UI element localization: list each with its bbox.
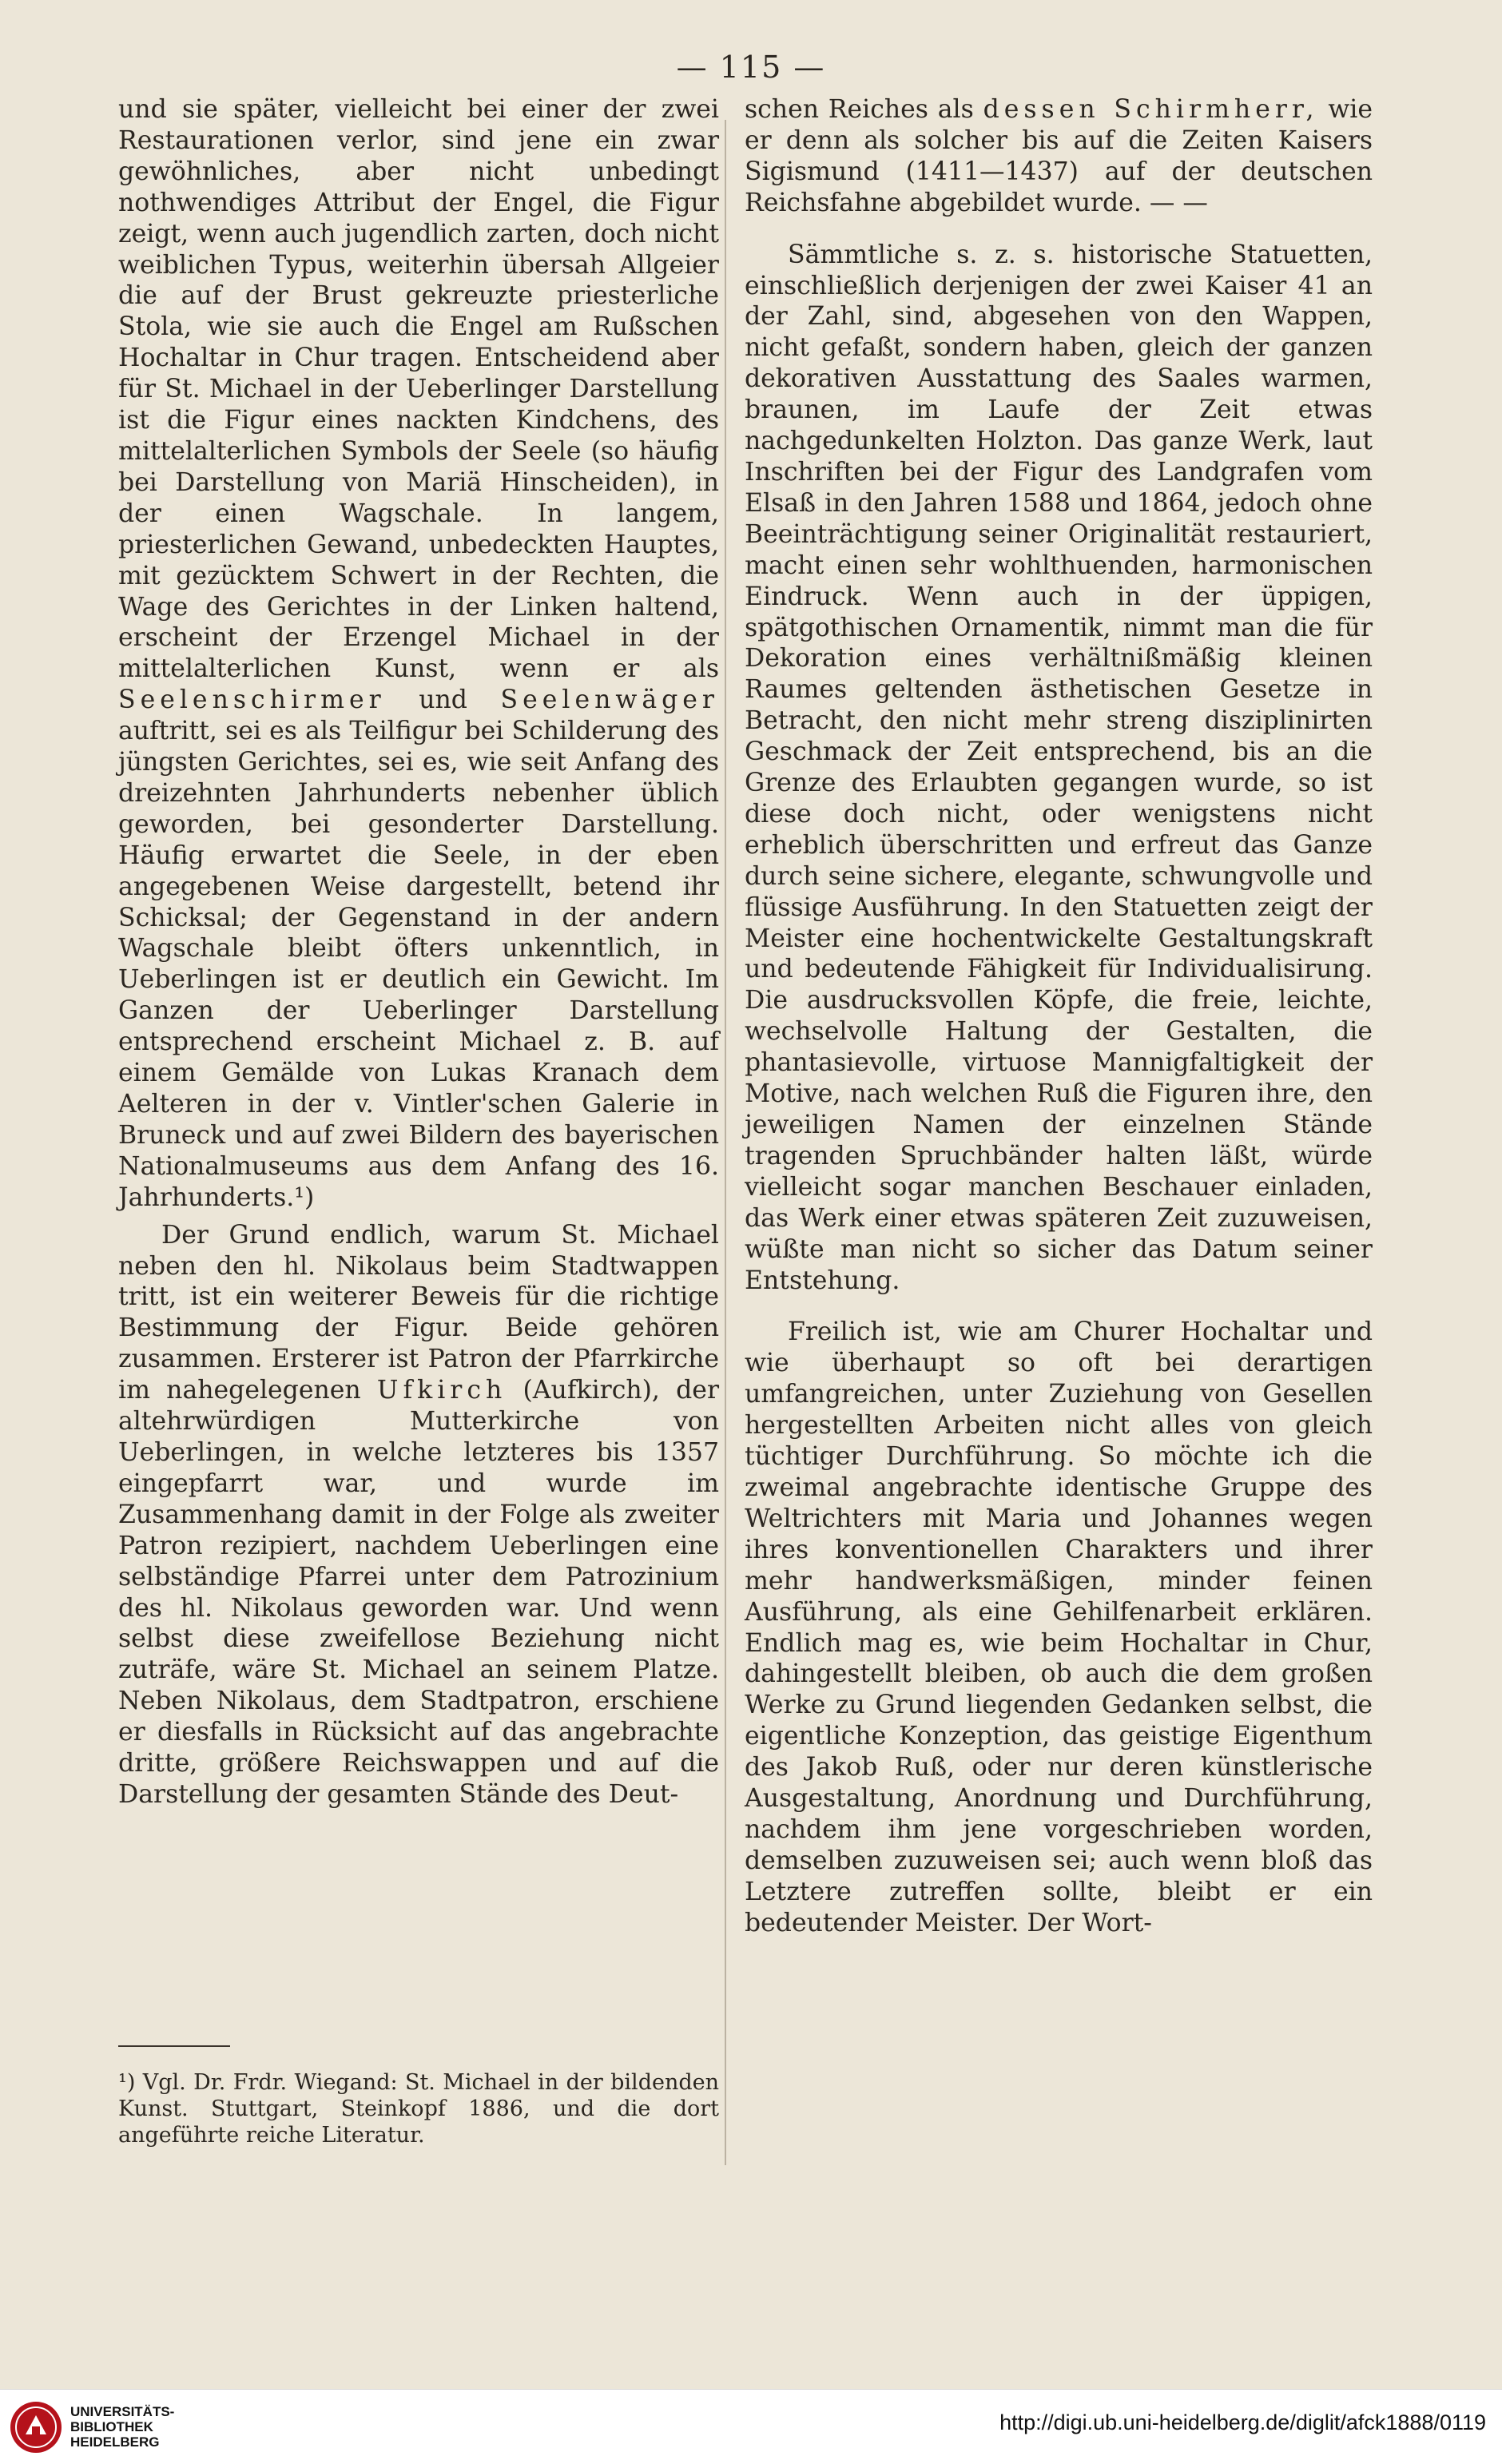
right-p1-text-b: wie er denn als solcher bis auf die Zeiten Kaisers Sigismund (1411—1437) auf der deutschen Reichsfahne abgebildet wurde. — —: [745, 95, 1373, 217]
left-p2-text-a: Der Grund endlich, warum St. Michael neben den hl. Nikolaus beim Stadtwappen tritt, ist ein weiterer Beweis für die richtige Bestimmung der Figur. Beide gehören zusammen. Ersterer ist Patron der Pfarrkirche im nahegelegenen: [118, 1220, 719, 1405]
spaced-term-seelenschirmer: Seelenschirmer: [118, 686, 386, 715]
column-divider: [725, 120, 726, 2165]
library-name-line-3: HEIDELBERG: [70, 2434, 160, 2450]
left-column: [118, 94, 719, 1810]
spaced-term-schirmherr: dessen Schirmherr,: [983, 95, 1319, 124]
spaced-term-ufkirch: Ufkirch: [376, 1376, 507, 1405]
left-p1-and: und: [419, 686, 467, 715]
left-paragraph-2: [118, 1220, 719, 1810]
footnote: ¹) Vgl. Dr. Frdr. Wiegand: St. Michael in der bildenden Kunst. Stuttgart, Steinkopf 1886, und die dort angeführte reiche Literatur.: [118, 2070, 719, 2148]
left-p2-text-b: (Aufkirch), der altehrwürdigen Mutterkirche von Ueberlingen, in welche letzteres bis 1357 eingepfarrt war, und wurde im Zusammenhang damit in der Folge als zweiter Patron rezipiert, nachdem Ueberlingen eine selbständige Pfarrei unter dem Patrozinium des hl. Nikolaus geworden war. Und wenn selbst diese zweifellose Beziehung nicht zuträfe, wäre St. Michael an seinem Platze. Neben Nikolaus, dem Stadtpatron, erschiene er diesfalls in Rücksicht auf das angebrachte dritte, größere Reichswappen und auf die Darstellung der gesamten Stände des Deut-: [118, 1376, 720, 1809]
page-number: — 115 —: [676, 50, 826, 85]
right-paragraph-2: Sämmtliche s. z. s. historische Statuetten, einschließlich derjenigen der zwei Kaiser 41 an der Zahl, sind, abgesehen von den Wappen, nicht gefaßt, sondern haben, gleich der ganzen dekorativen Ausstattung des Saales warmen, braunen, im Laufe der Zeit etwas nachgedunkelten Holzton. Das ganze Werk, laut Inschriften bei der Figur des Landgrafen vom Elsaß in den Jahren 1588 und 1864, jedoch ohne Beeinträchtigung seiner Originalität restauriert, macht einen sehr wohlthuenden, harmonischen Eindruck. Wenn auch in der üppigen, spätgothischen Ornamentik, nimmt man die für Dekoration eines verhältnißmäßig kleinen Raumes geltenden ästhetischen Gesetze in Betracht, den nicht mehr streng disziplinirten Geschmack der Zeit entsprechend, bis an die Grenze des Erlaubten gegangen wurde, so ist diese doch nicht, oder wenigstens nicht erheblich überschritten und erfreut das Ganze durch seine sichere, elegante, schwungvolle und flüssige Ausführung. In den Statuetten zeigt der Meister eine hochentwickelte Gestaltungskraft und bedeutende Fähigkeit für Individualisirung. Die ausdrucksvollen Köpfe, die freie, leichte, wechselvolle Haltung der Gestalten, die phantasievolle, virtuose Mannigfaltigkeit der Motive, nach welchen Ruß die Figuren ihre, den jeweiligen Namen der einzelnen Stände tragenden Spruchbänder halten läßt, würde vielleicht sogar manchen Beschauer einladen, das Werk einer etwas späteren Zeit zuzuweisen, wüßte man nicht so sicher das Datum seiner Entstehung.: [745, 240, 1373, 1295]
footnote-rule: [118, 2045, 230, 2047]
source-url-link[interactable]: http://digi.ub.uni-heidelberg.de/diglit/afck1888/0119: [999, 2410, 1486, 2434]
library-seal-icon: [8, 2399, 64, 2455]
left-paragraph-1: [118, 94, 719, 1214]
library-name-line-2: BIBLIOTHEK: [70, 2419, 153, 2434]
right-paragraph-1: [745, 94, 1373, 219]
spaced-term-seelenwaeger: Seelenwäger: [500, 686, 719, 715]
library-name: [70, 2404, 174, 2450]
right-column: [745, 94, 1373, 1939]
library-name-line-1: UNIVERSITÄTS-: [70, 2404, 175, 2419]
footer-bar: [0, 2389, 1502, 2464]
right-p1-text-a: schen Reiches als: [745, 95, 974, 124]
left-p1-text: und sie später, vielleicht bei einer der zwei Restaurationen verlor, sind jene ein zwar gewöhnliches, aber nicht unbedingt nothwendiges Attribut der Engel, die Figur zeigt, wenn auch jugendlich zarten, doch nicht weiblichen Typus, weiterhin übersah Allgeier die auf der Brust gekreuzte priesterliche Stola, wie sie auch die Engel am Rußschen Hochaltar in Chur tragen. Entscheidend aber für St. Michael in der Ueberlinger Darstellung ist die Figur eines nackten Kindchens, des mittelalterlichen Symbols der Seele (so häufig bei Darstellung von Mariä Hinscheiden), in der einen Wagschale. In langem, priesterlichen Gewand, unbedeckten Hauptes, mit gezücktem Schwert in der Rechten, die Wage des Gerichtes in der Linken haltend, erscheint der Erzengel Michael in der mittelalterlichen Kunst, wenn er als: [118, 95, 719, 684]
right-paragraph-3: Freilich ist, wie am Churer Hochaltar und wie überhaupt so oft bei derartigen umfangreichen, unter Zuziehung von Gesellen hergestellten Arbeiten nicht alles von gleich tüchtiger Durchführung. So möchte ich die zweimal angebrachte identische Gruppe des Weltrichters mit Maria und Johannes wegen ihres konventionellen Charakters und ihrer mehr handwerksmäßigen, minder feinen Ausführung, als eine Gehilfenarbeit erklären. Endlich mag es, wie beim Hochaltar in Chur, dahingestellt bleiben, ob auch die dem großen Werke zu Grund liegenden Gedanken selbst, die eigentliche Konzeption, das geistige Eigenthum des Jakob Ruß, oder nur deren künstlerische Ausgestaltung, Anordnung und Durchführung, nachdem ihm jene vorgeschrieben worden, demselben zuzuweisen sei; auch wenn bloß das Letztere zutreffen sollte, bleibt er ein bedeutender Meister. Der Wort-: [745, 1317, 1373, 1937]
left-p1-rest: auftritt, sei es als Teilfigur bei Schilderung des jüngsten Gerichtes, sei es, wie seit Anfang des dreizehnten Jahrhunderts nebenher üblich geworden, bei gesonderter Darstellung. Häufig erwartet die Seele, in der eben angegebenen Weise dargestellt, betend ihr Schicksal; der Gegenstand in der andern Wagschale bleibt öfters unkenntlich, in Ueberlingen ist er deutlich ein Gewicht. Im Ganzen der Ueberlinger Darstellung entsprechend erscheint Michael z. B. auf einem Gemälde von Lukas Kranach dem Aelteren in der v. Vintler'schen Galerie in Bruneck und auf zwei Bildern des bayerischen Nationalmuseums aus dem Anfang des 16. Jahrhunderts.¹): [118, 717, 719, 1212]
